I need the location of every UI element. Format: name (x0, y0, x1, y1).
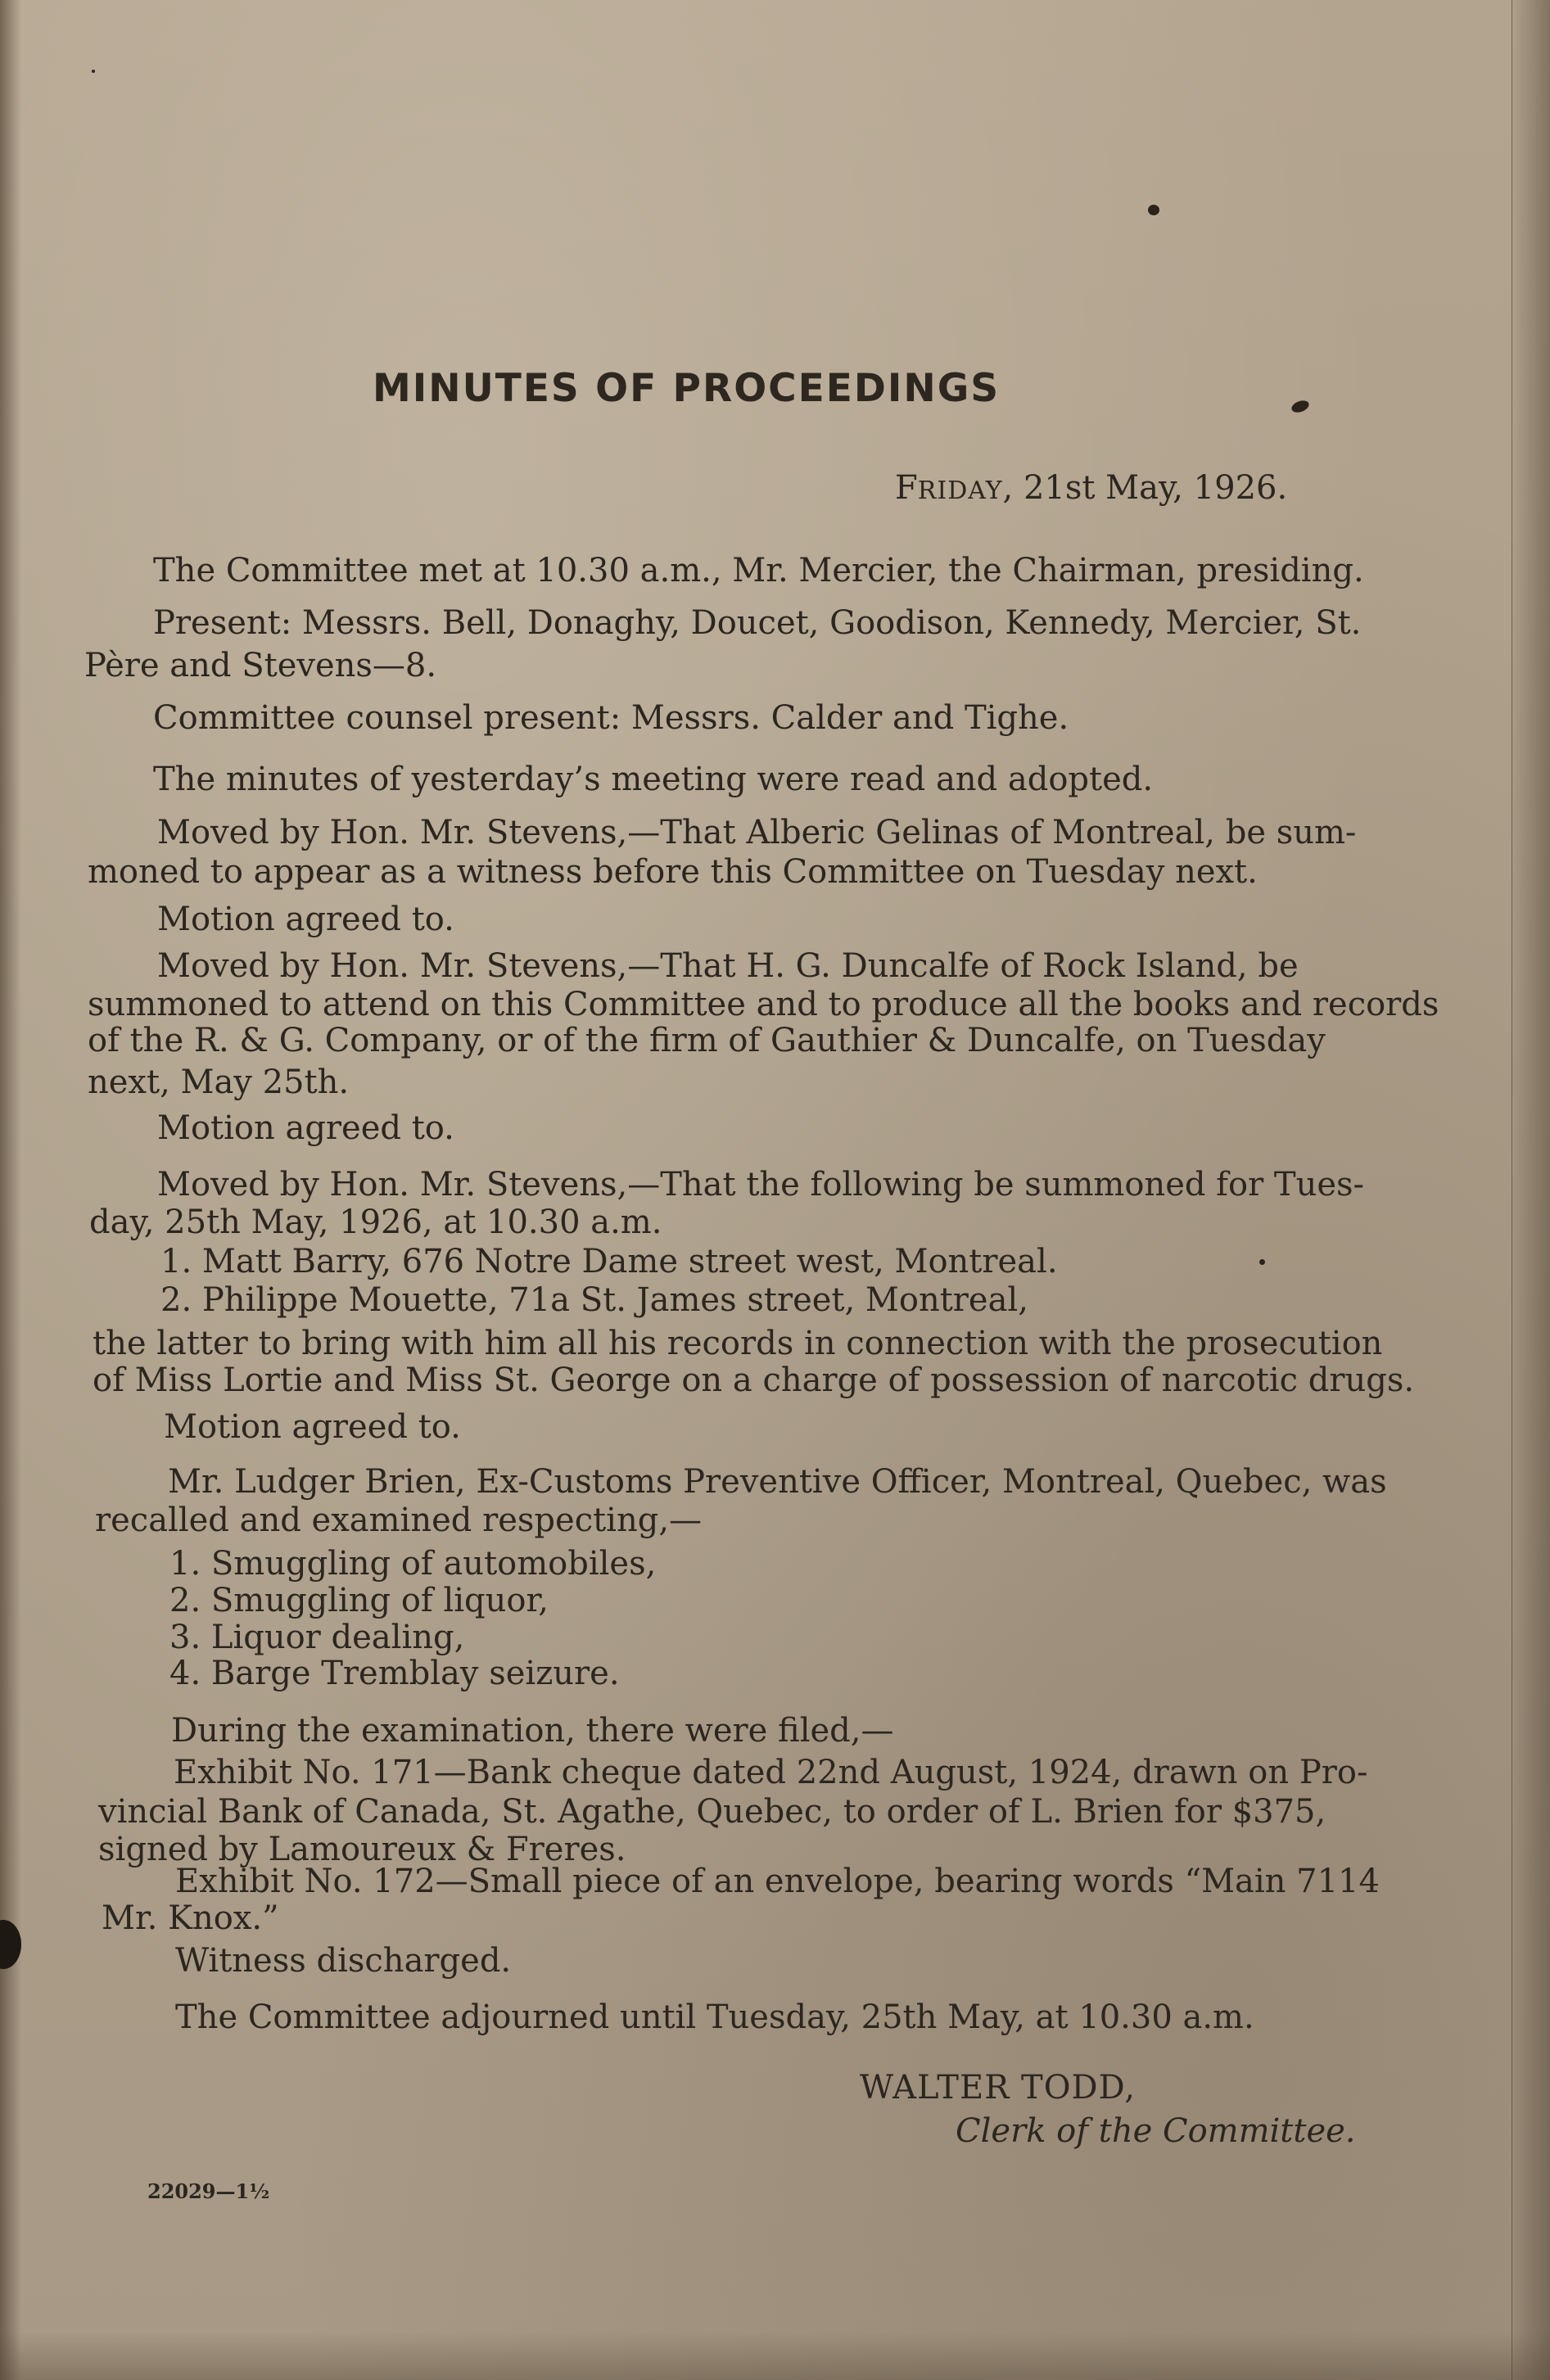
paragraph-counsel: Committee counsel present: Messrs. Calder and Tighe. (153, 699, 1069, 737)
ink-speck (1290, 399, 1310, 415)
ink-speck (92, 70, 95, 73)
paragraph-exhibit-171: signed by Lamoureux & Freres. (98, 1831, 626, 1868)
paragraph-met: The Committee met at 10.30 a.m., Mr. Mercier, the Chairman, presiding. (153, 552, 1364, 589)
page-edge-right (1512, 0, 1550, 2380)
paragraph-motion-1: Moved by Hon. Mr. Stevens,—That Alberic Gelinas of Montreal, be sum- (157, 814, 1357, 851)
list-item: 2. Smuggling of liquor, (169, 1582, 549, 1619)
list-item: 2. Philippe Mouette, 71a St. James street, Montreal, (160, 1281, 1028, 1319)
paragraph-exhibit-171: Exhibit No. 171—Bank cheque dated 22nd August, 1924, drawn on Pro- (174, 1754, 1368, 1791)
meeting-date (895, 469, 1287, 510)
date-day-initial: F (895, 469, 918, 507)
paragraph-discharged: Witness discharged. (175, 1942, 512, 1980)
signature-role: Clerk of the Committee. (956, 2112, 1356, 2150)
page-title: MINUTES OF PROCEEDINGS (373, 366, 1001, 411)
paragraph-witness: Mr. Ludger Brien, Ex-Customs Preventive Officer, Montreal, Quebec, was (168, 1463, 1387, 1501)
ink-speck (1148, 205, 1159, 215)
list-item: 4. Barge Tremblay seizure. (169, 1655, 620, 1692)
motion-agreed: Motion agreed to. (157, 1109, 454, 1147)
list-item: 3. Liquor dealing, (169, 1619, 465, 1656)
paragraph-witness: recalled and examined respecting,— (95, 1502, 703, 1539)
paragraph-motion-3: Moved by Hon. Mr. Stevens,—That the following be summoned for Tues- (157, 1166, 1365, 1204)
motion-agreed: Motion agreed to. (157, 901, 454, 938)
paragraph-minutes: The minutes of yesterday’s meeting were read and adopted. (153, 761, 1154, 798)
paragraph-motion-3: of Miss Lortie and Miss St. George on a charge of possession of narcotic drugs. (93, 1362, 1415, 1399)
signature-name: WALTER TODD, (860, 2069, 1136, 2107)
paragraph-motion-2: next, May 25th. (88, 1064, 350, 1101)
paragraph-exhibit-172: Mr. Knox.” (102, 1899, 279, 1937)
paragraph-filed: During the examination, there were filed,— (171, 1712, 894, 1750)
motion-agreed: Motion agreed to. (164, 1408, 461, 1446)
paragraph-motion-2: Moved by Hon. Mr. Stevens,—That H. G. Duncalfe of Rock Island, be (157, 947, 1299, 985)
list-item: 1. Matt Barry, 676 Notre Dame street west, Montreal. (160, 1243, 1058, 1280)
paragraph-motion-3: the latter to bring with him all his records in connection with the prosecution (93, 1325, 1383, 1362)
paragraph-motion-1: moned to appear as a witness before this Committee on Tuesday next. (88, 853, 1258, 891)
ink-speck (1259, 1259, 1265, 1265)
page-edge-bottom (0, 2331, 1550, 2380)
paragraph-adjourned: The Committee adjourned until Tuesday, 25th May, at 10.30 a.m. (175, 1998, 1254, 2036)
page-edge-shadow (0, 0, 21, 2380)
paragraph-exhibit-171: vincial Bank of Canada, St. Agathe, Quebec, to order of L. Brien for $375, (98, 1793, 1326, 1831)
list-item: 1. Smuggling of automobiles, (169, 1545, 657, 1583)
paragraph-motion-3: day, 25th May, 1926, at 10.30 a.m. (89, 1204, 662, 1241)
paragraph-exhibit-172: Exhibit No. 172—Small piece of an envelope, bearing words “Main 7114 (175, 1863, 1380, 1900)
paragraph-present: Present: Messrs. Bell, Donaghy, Doucet, Goodison, Kennedy, Mercier, St. (153, 604, 1362, 642)
date-rest: , 21st May, 1926. (1002, 469, 1288, 507)
paragraph-present: Père and Stevens—8. (84, 647, 437, 684)
paragraph-motion-2: summoned to attend on this Committee and to produce all the books and records (88, 986, 1439, 1023)
paragraph-motion-2: of the R. & G. Company, or of the firm of Gauthier & Duncalfe, on Tuesday (88, 1022, 1326, 1059)
printer-code: 22029—1½ (147, 2179, 270, 2203)
date-day-rest: RIDAY (917, 476, 1003, 505)
